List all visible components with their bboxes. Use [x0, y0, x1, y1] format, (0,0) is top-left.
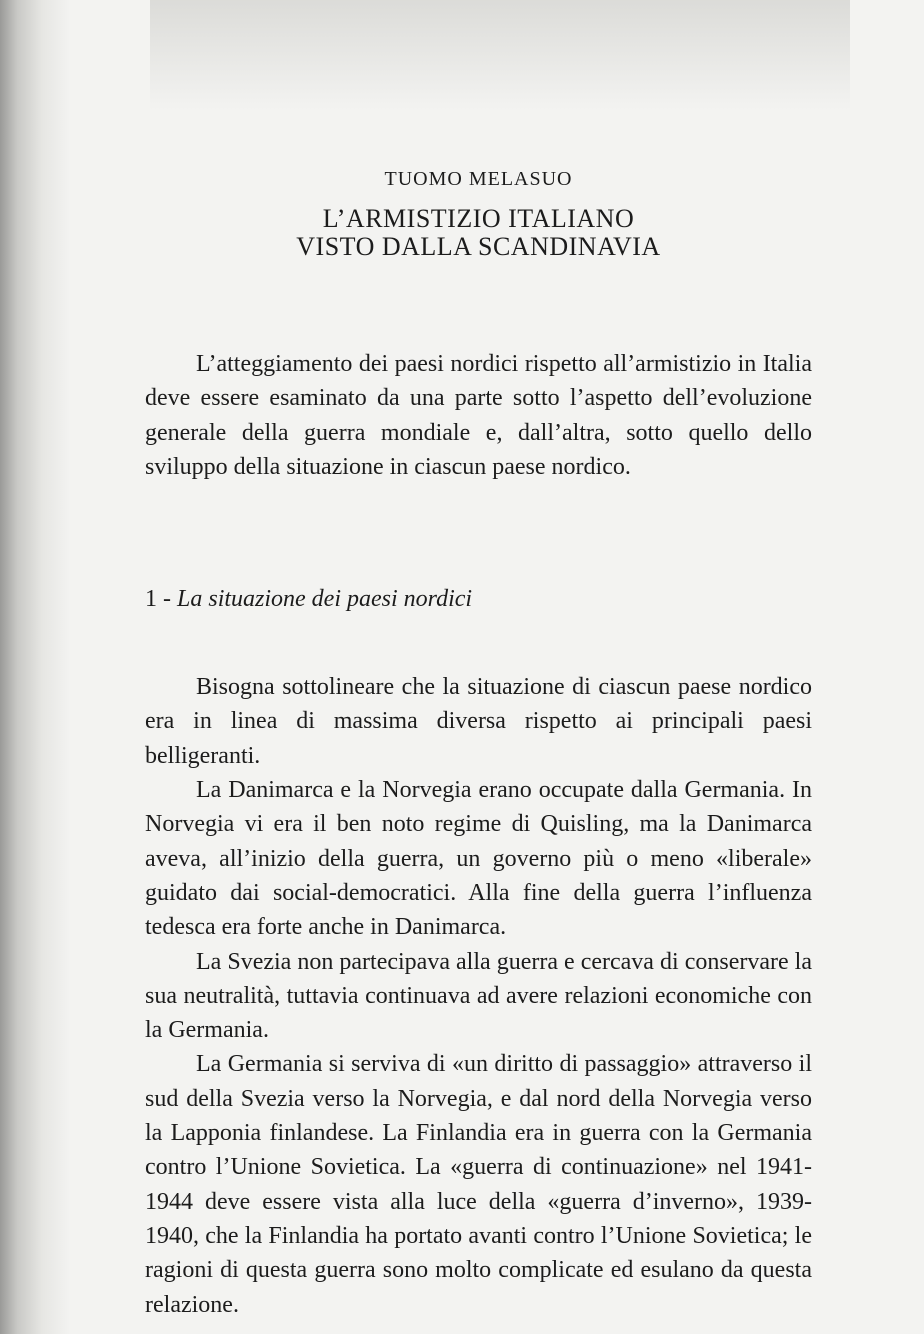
page-content	[145, 168, 812, 1322]
body-paragraph: La Svezia non partecipava alla guerra e cercava di conservare la sua neutralità, tuttavia continuava ad avere relazioni economiche con la Germania.	[145, 948, 812, 1044]
intro-paragraph: L’atteggiamento dei paesi nordici rispetto all’armistizio in Italia deve essere esaminato da una parte sotto l’aspetto dell’evoluzione generale della guerra mondiale e, dall’altra, sotto quello dello sviluppo della situazione in ciascun paese nordico.	[145, 351, 812, 480]
article-title	[145, 205, 812, 261]
section-number: 1 -	[145, 586, 171, 613]
page-bleed-through	[150, 0, 850, 110]
title-line-2: VISTO DALLA SCANDINAVIA	[296, 232, 661, 261]
body-paragraph: Bisogna sottolineare che la situazione di ciascun paese nordico era in linea di massima diversa rispetto ai principali paesi belligeranti.	[145, 674, 812, 769]
section-title: La situazione dei paesi nordici	[177, 586, 473, 613]
title-line-1: L’ARMISTIZIO ITALIANO	[322, 204, 635, 233]
section-heading	[145, 584, 812, 614]
body-paragraph: La Germania si serviva di «un diritto di passaggio» attraverso il sud della Svezia verso la Norvegia, e dal nord della Norvegia verso la Lapponia finlandese. La Finlandia era in guerra con la Germania contro l’Unione Sovietica. La «guerra di continuazione» nel 1941-1944 deve essere vista alla luce della «guerra d’inverno», 1939-1940, che la Finlandia ha portato avanti contro l’Unione Sovietica; le ragioni di questa guerra sono molto complicate ed esulano da questa relazione.	[145, 1051, 812, 1318]
author-name: TUOMO MELASUO	[384, 168, 573, 190]
article-body	[145, 347, 812, 1322]
page-gutter-shadow	[0, 0, 70, 1334]
body-paragraph: La Danimarca e la Norvegia erano occupate dalla Germania. In Norvegia vi era il ben noto regime di Quisling, ma la Danimarca aveva, all’inizio della guerra, un governo più o meno «liberale» guidato dai social-democratici. Alla fine della guerra l’influenza tedesca era forte anche in Danimarca.	[145, 777, 812, 941]
